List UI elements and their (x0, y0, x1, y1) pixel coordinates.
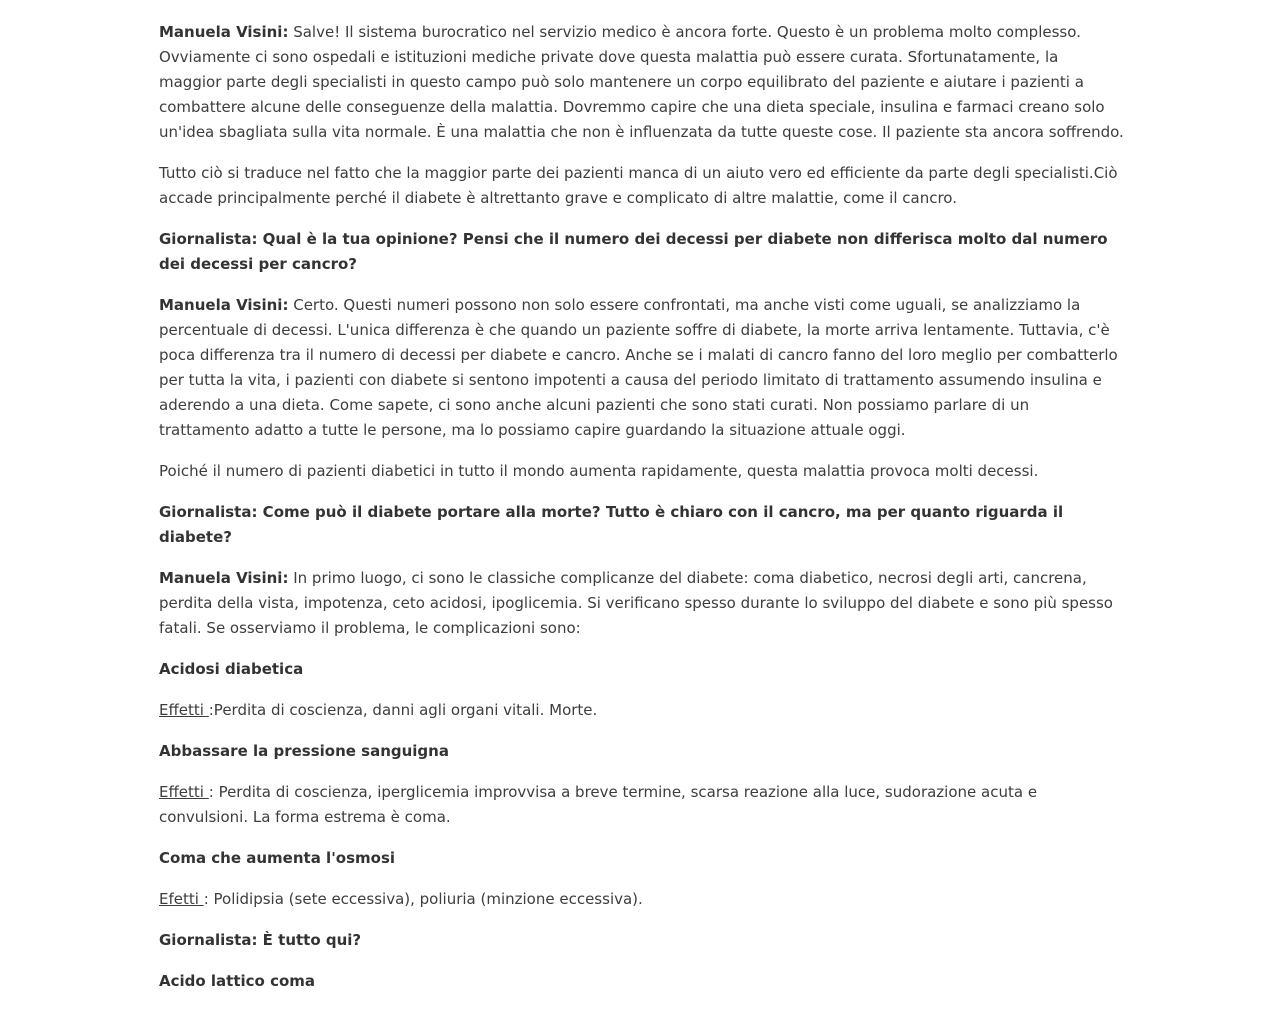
complication-heading-2 (159, 739, 1124, 764)
answer-text: In primo luogo, ci sono le classiche complicanze del diabete: coma diabetico, necrosi degli arti, cancrena, perdita della vista, impotenza, ceto acidosi, ipoglicemia. Si verificano spesso durante lo sviluppo del diabete e sono più spesso fatali. Se osserviamo il problema, le complicazioni sono: (159, 569, 1113, 637)
body-paragraph-1: Tutto ciò si traduce nel fatto che la maggior parte dei pazienti manca di un aiuto vero ed efficiente da parte degli specialisti.Ciò accade principalmente perché il diabete è altrettanto grave e complicato di altre malattie, come il cancro. (159, 164, 1118, 207)
answer-text: Salve! Il sistema burocratico nel servizio medico è ancora forte. Questo è un problema molto complesso. Ovviamente ci sono ospedali e istituzioni mediche private dove questa malattia può essere curata. Sfortunatamente, la maggior parte degli specialisti in questo campo può solo mantenere un corpo equilibrato del paziente e aiutare i pazienti a combattere alcune delle conseguenze della malattia. Dovremmo capire che una dieta speciale, insulina e farmaci creano solo un'idea sbagliata sulla vita normale. È una malattia che non è influenzata da tutte queste cose. Il paziente sta ancora soffrendo. (159, 23, 1124, 141)
speaker-label: Manuela Visini: (159, 23, 289, 41)
journalist-question-4 (159, 928, 1124, 953)
question-text: Giornalista: Come può il diabete portare alla morte? Tutto è chiaro con il cancro, ma per quanto riguarda il diabete? (159, 503, 1064, 546)
speaker-label: Manuela Visini: (159, 296, 289, 314)
answer-paragraph-2 (159, 293, 1124, 443)
journalist-question-3 (159, 500, 1124, 550)
speaker-label: Manuela Visini: (159, 569, 289, 587)
heading-text: Acido lattico coma (159, 972, 316, 990)
effects-paragraph-1 (159, 698, 1124, 723)
complication-heading-3 (159, 846, 1124, 871)
effects-link[interactable]: Effetti (159, 783, 209, 801)
effects-paragraph-3 (159, 887, 1124, 912)
body-paragraph-2: Poiché il numero di pazienti diabetici in tutto il mondo aumenta rapidamente, questa malattia provoca molti decessi. (159, 462, 1039, 480)
effects-link[interactable]: Effetti (159, 701, 209, 719)
answer-paragraph-3 (159, 566, 1124, 641)
journalist-question-2 (159, 227, 1124, 277)
complication-heading-1 (159, 657, 1124, 682)
answer-text: Certo. Questi numeri possono non solo essere confrontati, ma anche visti come uguali, se analizziamo la percentuale di decessi. L'unica differenza è che quando un paziente soffre di diabete, la morte arriva lentamente. Tuttavia, c'è poca differenza tra il numero di decessi per diabete e cancro. Anche se i malati di cancro fanno del loro meglio per combatterlo per tutta la vita, i pazienti con diabete si sentono impotenti a causa del periodo limitato di trattamento assumendo insulina e aderendo a una dieta. Come sapete, ci sono anche alcuni pazienti che sono stati curati. Non possiamo parlare di un trattamento adatto a tutte le persone, ma lo possiamo capire guardando la situazione attuale oggi. (159, 296, 1118, 439)
journalist-question-1 (159, 0, 1124, 4)
effects-text: : Perdita di coscienza, iperglicemia improvvisa a breve termine, scarsa reazione alla luce, sudorazione acuta e convulsioni. La forma estrema è coma. (159, 783, 1038, 826)
question-text: Giornalista: È tutto qui? (159, 931, 362, 949)
article-body (159, 0, 1124, 1010)
complication-heading-4 (159, 969, 1124, 994)
heading-text: Abbassare la pressione sanguigna (159, 742, 449, 760)
effects-link[interactable]: Efetti (159, 890, 204, 908)
effects-text: : Polidipsia (sete eccessiva), poliuria (minzione eccessiva). (203, 890, 643, 908)
heading-text: Acidosi diabetica (159, 660, 304, 678)
heading-text: Coma che aumenta l'osmosi (159, 849, 396, 867)
effects-paragraph-2 (159, 780, 1124, 830)
question-text: Giornalista: Qual è la tua opinione? Pensi che il numero dei decessi per diabete non differisca molto dal numero dei decessi per cancro? (159, 230, 1108, 273)
effects-text: :Perdita di coscienza, danni agli organi vitali. Morte. (208, 701, 598, 719)
answer-paragraph-1 (159, 20, 1124, 145)
